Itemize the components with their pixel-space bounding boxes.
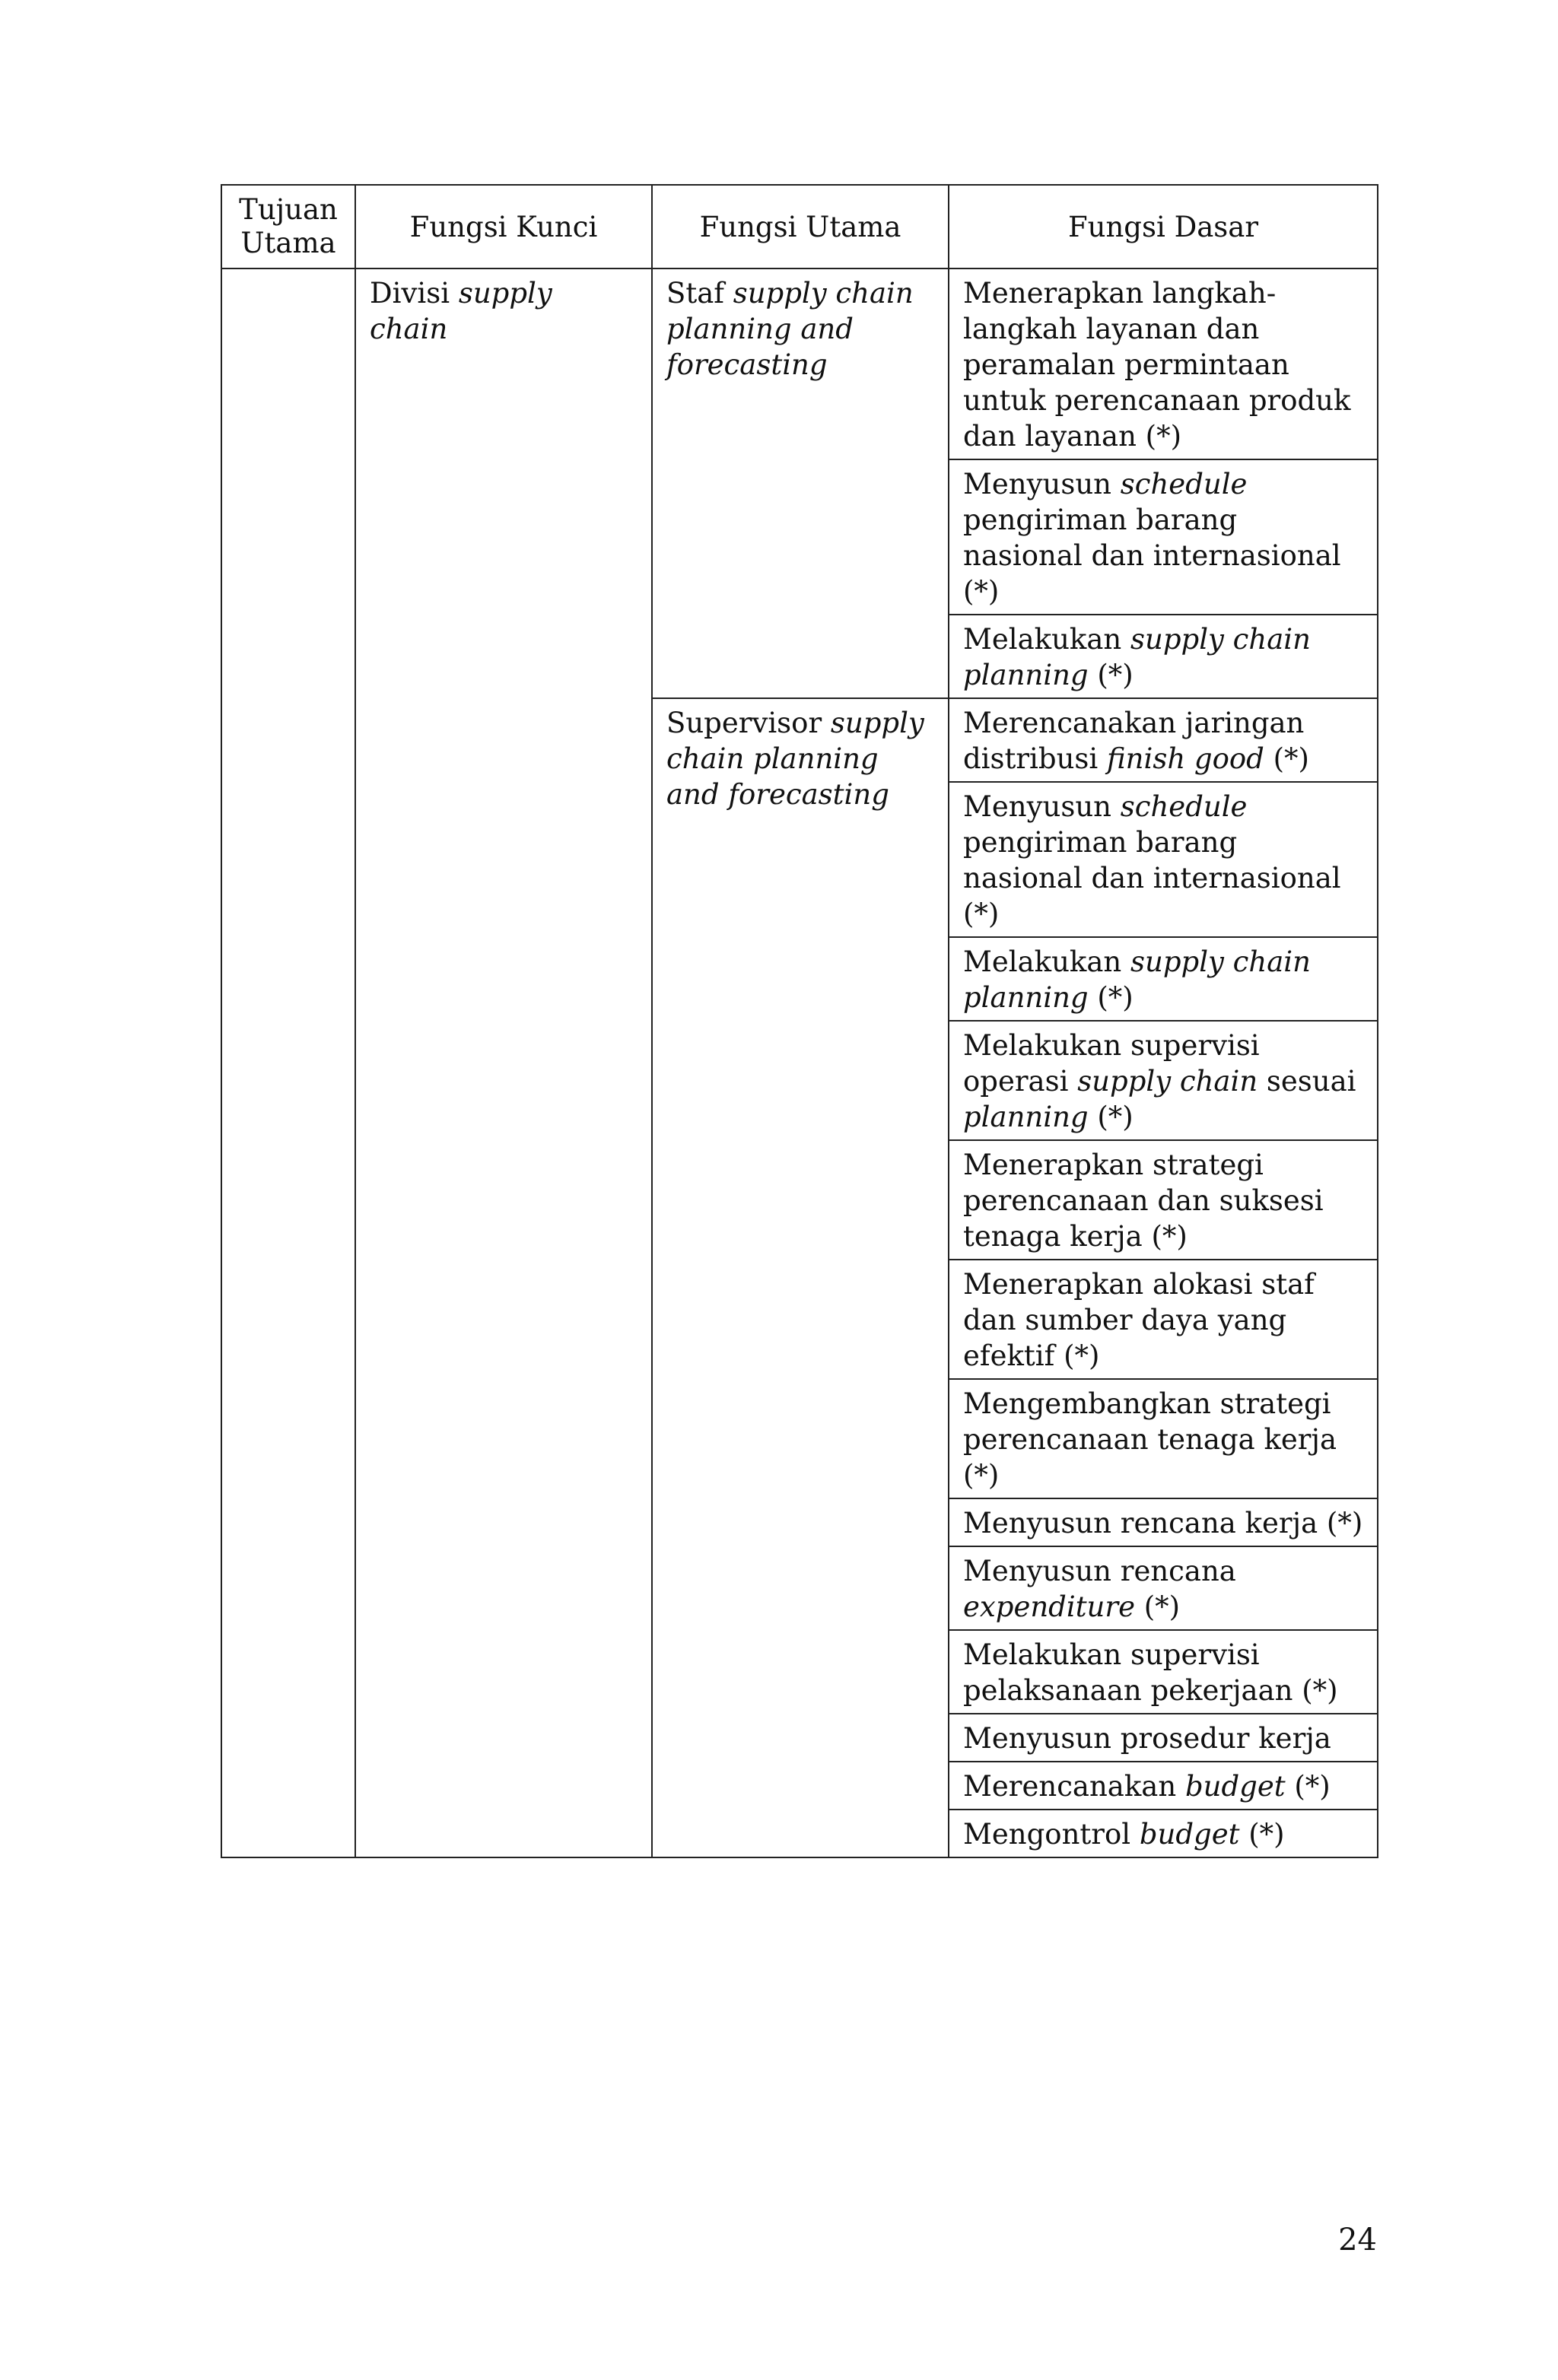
fungsi-dasar-cell (949, 937, 1378, 1021)
fungsi-dasar-cell (949, 698, 1378, 782)
text-run: Staf (666, 277, 733, 310)
fungsi-dasar-cell (949, 1140, 1378, 1260)
header-fungsi-dasar: Fungsi Dasar (949, 185, 1378, 269)
text-run: Melakukan supervisi operasi (963, 1029, 1260, 1098)
text-run: Melakukan supervisi pelaksanaan pekerjaan (*) (963, 1638, 1338, 1707)
text-run: (*) (1088, 659, 1134, 691)
functions-table (221, 184, 1378, 1858)
italic-term: finish good (1107, 742, 1264, 775)
italic-term: schedule (1120, 468, 1248, 500)
header-fungsi-kunci: Fungsi Kunci (355, 185, 652, 269)
text-run: Menyusun (963, 468, 1121, 500)
fungsi-dasar-cell (949, 1810, 1378, 1857)
table-row (221, 269, 1378, 459)
italic-term: budget (1184, 1770, 1286, 1803)
text-run: Menyusun rencana (963, 1555, 1236, 1587)
text-run: Divisi (370, 277, 459, 310)
fungsi-dasar-cell (949, 1379, 1378, 1498)
table-header-row (221, 185, 1378, 269)
page-number: 24 (1338, 2223, 1377, 2258)
fungsi-dasar-cell (949, 1498, 1378, 1546)
text-run: Menyusun prosedur kerja (963, 1722, 1331, 1755)
italic-term: expenditure (963, 1590, 1135, 1623)
fungsi-dasar-cell (949, 782, 1378, 937)
fungsi-kunci-cell (355, 269, 652, 1857)
fungsi-dasar-cell (949, 1630, 1378, 1714)
fungsi-dasar-cell (949, 459, 1378, 615)
text-run: Mengembangkan strategi perencanaan tenaga kerja (*) (963, 1387, 1337, 1492)
text-run: pengiriman barang nasional dan internasional (*) (963, 504, 1341, 608)
fungsi-dasar-cell (949, 1260, 1378, 1379)
text-run: Supervisor (666, 707, 831, 739)
fungsi-dasar-cell (949, 1714, 1378, 1762)
italic-term: supply chain (1077, 1065, 1258, 1098)
fungsi-dasar-cell (949, 269, 1378, 459)
italic-term: supply chain planning (963, 945, 1311, 1014)
text-run: (*) (1088, 1101, 1134, 1133)
fungsi-utama-cell (652, 269, 949, 698)
text-run: sesuai (1258, 1065, 1356, 1098)
text-run: Mengontrol (963, 1818, 1140, 1851)
text-run: (*) (1285, 1770, 1331, 1803)
fungsi-dasar-cell (949, 1021, 1378, 1140)
text-run: pengiriman barang nasional dan internasional (*) (963, 826, 1341, 930)
italic-term: planning (963, 1101, 1089, 1133)
text-run: Menyusun rencana kerja (*) (963, 1507, 1363, 1540)
header-tujuan-utama: Tujuan Utama (221, 185, 355, 269)
text-run: Merencanakan (963, 1770, 1185, 1803)
text-run: Menyusun (963, 790, 1121, 823)
header-fungsi-utama: Fungsi Utama (652, 185, 949, 269)
fungsi-dasar-cell (949, 1546, 1378, 1630)
tujuan-utama-cell (221, 269, 355, 1857)
table-body (221, 269, 1378, 1857)
text-run: (*) (1134, 1590, 1181, 1623)
italic-term: supply chain planning (963, 623, 1311, 691)
text-run: Menerapkan strategi perencanaan dan suksesi tenaga kerja (*) (963, 1149, 1324, 1253)
italic-term: supply chain planning and forecasting (666, 277, 914, 381)
text-run: Menerapkan langkah-langkah layanan dan peramalan permintaan untuk perencanaan produk dan layanan (*) (963, 277, 1351, 453)
fungsi-dasar-cell (949, 615, 1378, 698)
text-run: Menerapkan alokasi staf dan sumber daya yang efektif (*) (963, 1268, 1315, 1372)
italic-term: schedule (1120, 790, 1248, 823)
italic-term: budget (1139, 1818, 1240, 1851)
fungsi-dasar-cell (949, 1762, 1378, 1810)
text-run: (*) (1239, 1818, 1285, 1851)
text-run: (*) (1088, 981, 1134, 1014)
text-run: Melakukan (963, 945, 1130, 978)
text-run: Melakukan (963, 623, 1130, 656)
italic-term: supply chain (370, 277, 552, 345)
text-run: (*) (1264, 742, 1309, 775)
fungsi-utama-cell (652, 698, 949, 1857)
text-run: Merencanakan jaringan distribusi (963, 707, 1305, 775)
italic-term: supply chain planning and forecasting (666, 707, 924, 811)
